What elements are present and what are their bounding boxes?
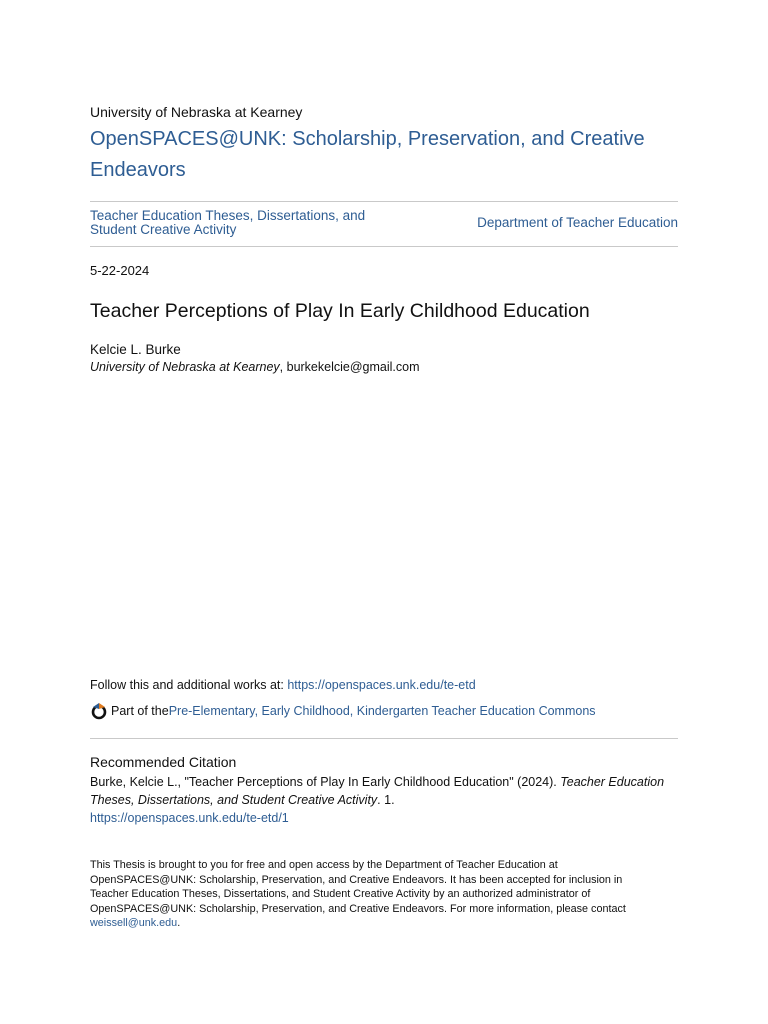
- citation-number: . 1.: [377, 793, 395, 807]
- divider-bottom: [90, 738, 678, 739]
- repository-title-link[interactable]: OpenSPACES@UNK: Scholarship, Preservation, and Creative Endeavors: [90, 128, 645, 181]
- recommended-citation-heading: Recommended Citation: [90, 754, 237, 770]
- author-name: Kelcie L. Burke: [90, 342, 181, 357]
- commons-link[interactable]: Pre-Elementary, Early Childhood, Kindergarten Teacher Education Commons: [168, 704, 596, 718]
- divider-top: [90, 201, 678, 202]
- collection-link[interactable]: Teacher Education Theses, Dissertations, and Student Creative Activity: [90, 208, 366, 237]
- part-of-line: [90, 702, 596, 720]
- follow-line: [90, 678, 476, 692]
- follow-prefix: Follow this and additional works at:: [90, 678, 288, 692]
- citation-link[interactable]: https://openspaces.unk.edu/te-etd/1: [90, 811, 289, 825]
- author-affiliation: University of Nebraska at Kearney: [90, 360, 280, 374]
- document-title: Teacher Perceptions of Play In Early Childhood Education: [90, 300, 590, 322]
- author-affiliation-line: [90, 360, 420, 374]
- contact-email-link[interactable]: weissell@unk.edu: [90, 917, 178, 930]
- citation-block: [90, 773, 678, 827]
- part-of-prefix: Part of the: [111, 704, 169, 718]
- publication-date: 5-22-2024: [90, 263, 150, 278]
- citation-series: Teacher Education Theses, Dissertations, and Student Creative Activity: [90, 775, 665, 807]
- department-link[interactable]: Department of Teacher Education: [477, 215, 678, 230]
- author-email: , burkekelcie@gmail.com: [279, 360, 420, 374]
- commons-icon: [90, 702, 108, 720]
- follow-link[interactable]: https://openspaces.unk.edu/te-etd: [287, 678, 476, 692]
- divider-middle: [90, 246, 678, 247]
- institution-name: University of Nebraska at Kearney: [90, 104, 303, 120]
- notice-text: This Thesis is brought to you for free and open access by the Department of Teacher Education at OpenSPACES@UNK: Scholarship, Preservation, and Creative Endeavors. It has been accepted for inclusion in Teacher Education Theses, Dissertations, and Student Creative Activity by an authorized administrator of OpenSPACES@UNK: Scholarship, Preservation, and Creative Endeavors. For more information, please contact: [90, 859, 626, 915]
- citation-text: Burke, Kelcie L., "Teacher Perceptions of Play In Early Childhood Education" (2024).: [90, 775, 561, 789]
- notice-end: .: [177, 917, 181, 930]
- access-notice: [90, 858, 650, 931]
